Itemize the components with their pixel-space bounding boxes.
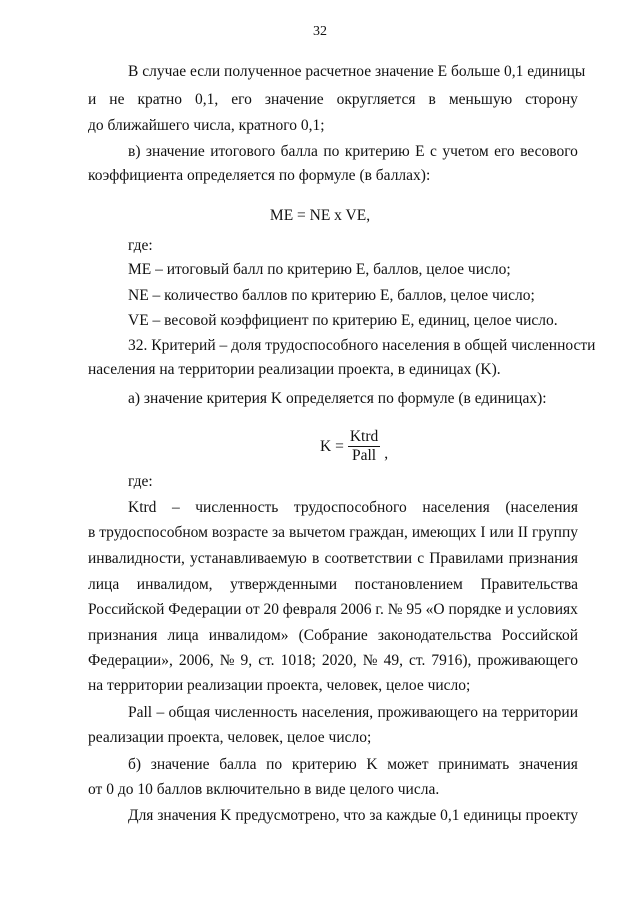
word: проживающего [377,704,479,721]
formula-k-comma: , [384,444,389,462]
word: 49, [383,652,403,669]
word: (населения [505,499,578,516]
word: его [231,91,252,108]
text-line: а) значение критерия K определяется по формуле (в единицах): [128,390,547,407]
word: кратно [137,91,183,108]
word: инвалидом» [208,627,289,644]
word: 7916), [431,652,472,669]
justified-line [88,523,578,543]
word: итогового [210,143,276,160]
word: 2006 [340,601,372,618]
word: его [494,143,515,160]
formula-me: МЕ = NE x VE, [269,207,371,224]
justified-line [88,651,578,671]
word: ст. [409,652,426,669]
word: округляется [336,91,416,108]
word: Российской [501,627,578,644]
word: проживающего [477,652,578,669]
fraction-numerator: Ktrd [349,428,379,445]
word: «О [425,601,445,618]
word: с [417,550,425,567]
word: по [323,143,340,160]
word: не [109,91,125,108]
word: постановлением [354,576,463,593]
word: в [312,550,320,567]
word: (Собрание [298,627,368,644]
word: в) [128,143,141,160]
word: лица [167,627,199,644]
word: II [517,524,529,541]
word: трудоспособного [293,499,407,516]
word: за [369,807,383,824]
word: 0,1, [195,91,219,108]
word: в трудоспособном [88,524,208,541]
word: 0,1 [440,807,460,824]
word: соответствии [324,550,413,567]
word: K [366,756,378,773]
word: балла [219,756,257,773]
where-label: где: [128,473,153,490]
word: Федерации [168,601,242,618]
word: значения [518,756,578,773]
word: за [272,524,286,541]
word: может [387,756,429,773]
word: Федерации», [88,652,173,669]
word: на [482,704,498,721]
word: 95 [406,601,422,618]
text-line: населения на территории реализации проекта, в единицах (K). [88,361,501,378]
word: численность [195,499,279,516]
word: Российской [88,601,165,618]
word: предусмотрено, [235,807,340,824]
word: инвалидности, [88,550,185,567]
word: учетом [442,143,489,160]
word: № [362,652,378,669]
word: Правилами [429,550,504,567]
word: что [343,807,366,824]
text-line: 32. Критерий – доля трудоспособного населения в общей численности [128,337,596,354]
text-line: В случае если полученное расчетное значение Е больше 0,1 единицы [128,63,586,80]
word: Pall [128,704,153,721]
word: принимать [438,756,510,773]
word: – [171,499,180,516]
word: признания [508,550,578,567]
word: законодательства [377,627,492,644]
word: численность [214,704,298,721]
word: Е [415,143,425,160]
word: проекту [525,807,578,824]
word: возрасте [211,524,269,541]
word: – [156,704,165,721]
word: K [220,807,232,824]
fraction [348,428,380,465]
word: значение [145,143,205,160]
justified-line [88,549,578,569]
word: единицы [463,807,522,824]
text-line: реализации проекта, человек, целое число; [88,729,372,746]
word: Ktrd [128,499,157,516]
word: критерию [291,756,357,773]
word: значение [150,756,210,773]
justified-line [88,575,578,595]
word: каждые [386,807,437,824]
word: по [266,756,283,773]
word: порядке [448,601,502,618]
definition-ne: NE – количество баллов по критерию Е, баллов, целое число; [128,287,535,304]
word: 20 [263,601,279,618]
formula-k [320,428,388,465]
justified-line [128,142,578,162]
formula-k-lhs: K = [320,437,344,455]
word: и [505,601,514,618]
page-number: 32 [313,24,327,39]
word: б) [128,756,142,773]
word: в [428,91,436,108]
word: лица [88,576,120,593]
word: или [489,524,514,541]
justified-line [88,90,578,110]
word: значение [264,91,324,108]
word: населения, [301,704,374,721]
word: февраля [282,601,337,618]
justified-line [128,703,578,723]
word: Для [128,807,154,824]
word: инвалидом, [136,576,213,593]
word: граждан, [349,524,408,541]
word: общая [168,704,211,721]
justified-line [88,600,578,620]
fraction-denominator: Pall [351,447,377,464]
text-line: до ближайшего числа, кратного 0,1; [88,117,325,134]
word: 1018; [280,652,316,669]
text-line: на территории реализации проекта, человек, целое число; [88,677,471,694]
word: весового [520,143,578,160]
word: критерию [344,143,410,160]
where-label: где: [128,237,153,254]
word: сторону [525,91,578,108]
word: № [387,601,403,618]
text-line: от 0 до 10 баллов включительно в виде целого числа. [88,781,440,798]
text-line: коэффициента определяется по формуле (в баллах): [88,167,431,184]
word: утвержденными [230,576,338,593]
word: 2020, [321,652,357,669]
justified-line [128,498,578,518]
word: балла [280,143,318,160]
word: группу [532,524,578,541]
word: территории [501,704,578,721]
definition-me: МЕ – итоговый балл по критерию Е, баллов, целое число; [128,261,511,278]
word: ст. [258,652,275,669]
word: устанавливаемую [190,550,307,567]
word: от [245,601,260,618]
word: меньшую [448,91,513,108]
word: населения [422,499,490,516]
word: I [480,524,486,541]
justified-line [88,626,578,646]
word: вычетом [289,524,346,541]
word: и [88,91,97,108]
word: с [430,143,437,160]
definition-ve: VE – весовой коэффициент по критерию Е, единиц, целое число. [128,312,558,329]
word: признания [88,627,158,644]
word: значения [157,807,217,824]
word: № [219,652,235,669]
word: 2006, [178,652,214,669]
word: г. [375,601,384,618]
word: условиях [517,601,578,618]
justified-line [128,806,578,826]
word: Правительства [480,576,578,593]
word: имеющих [411,524,477,541]
justified-line [128,755,578,775]
word: 9, [240,652,253,669]
